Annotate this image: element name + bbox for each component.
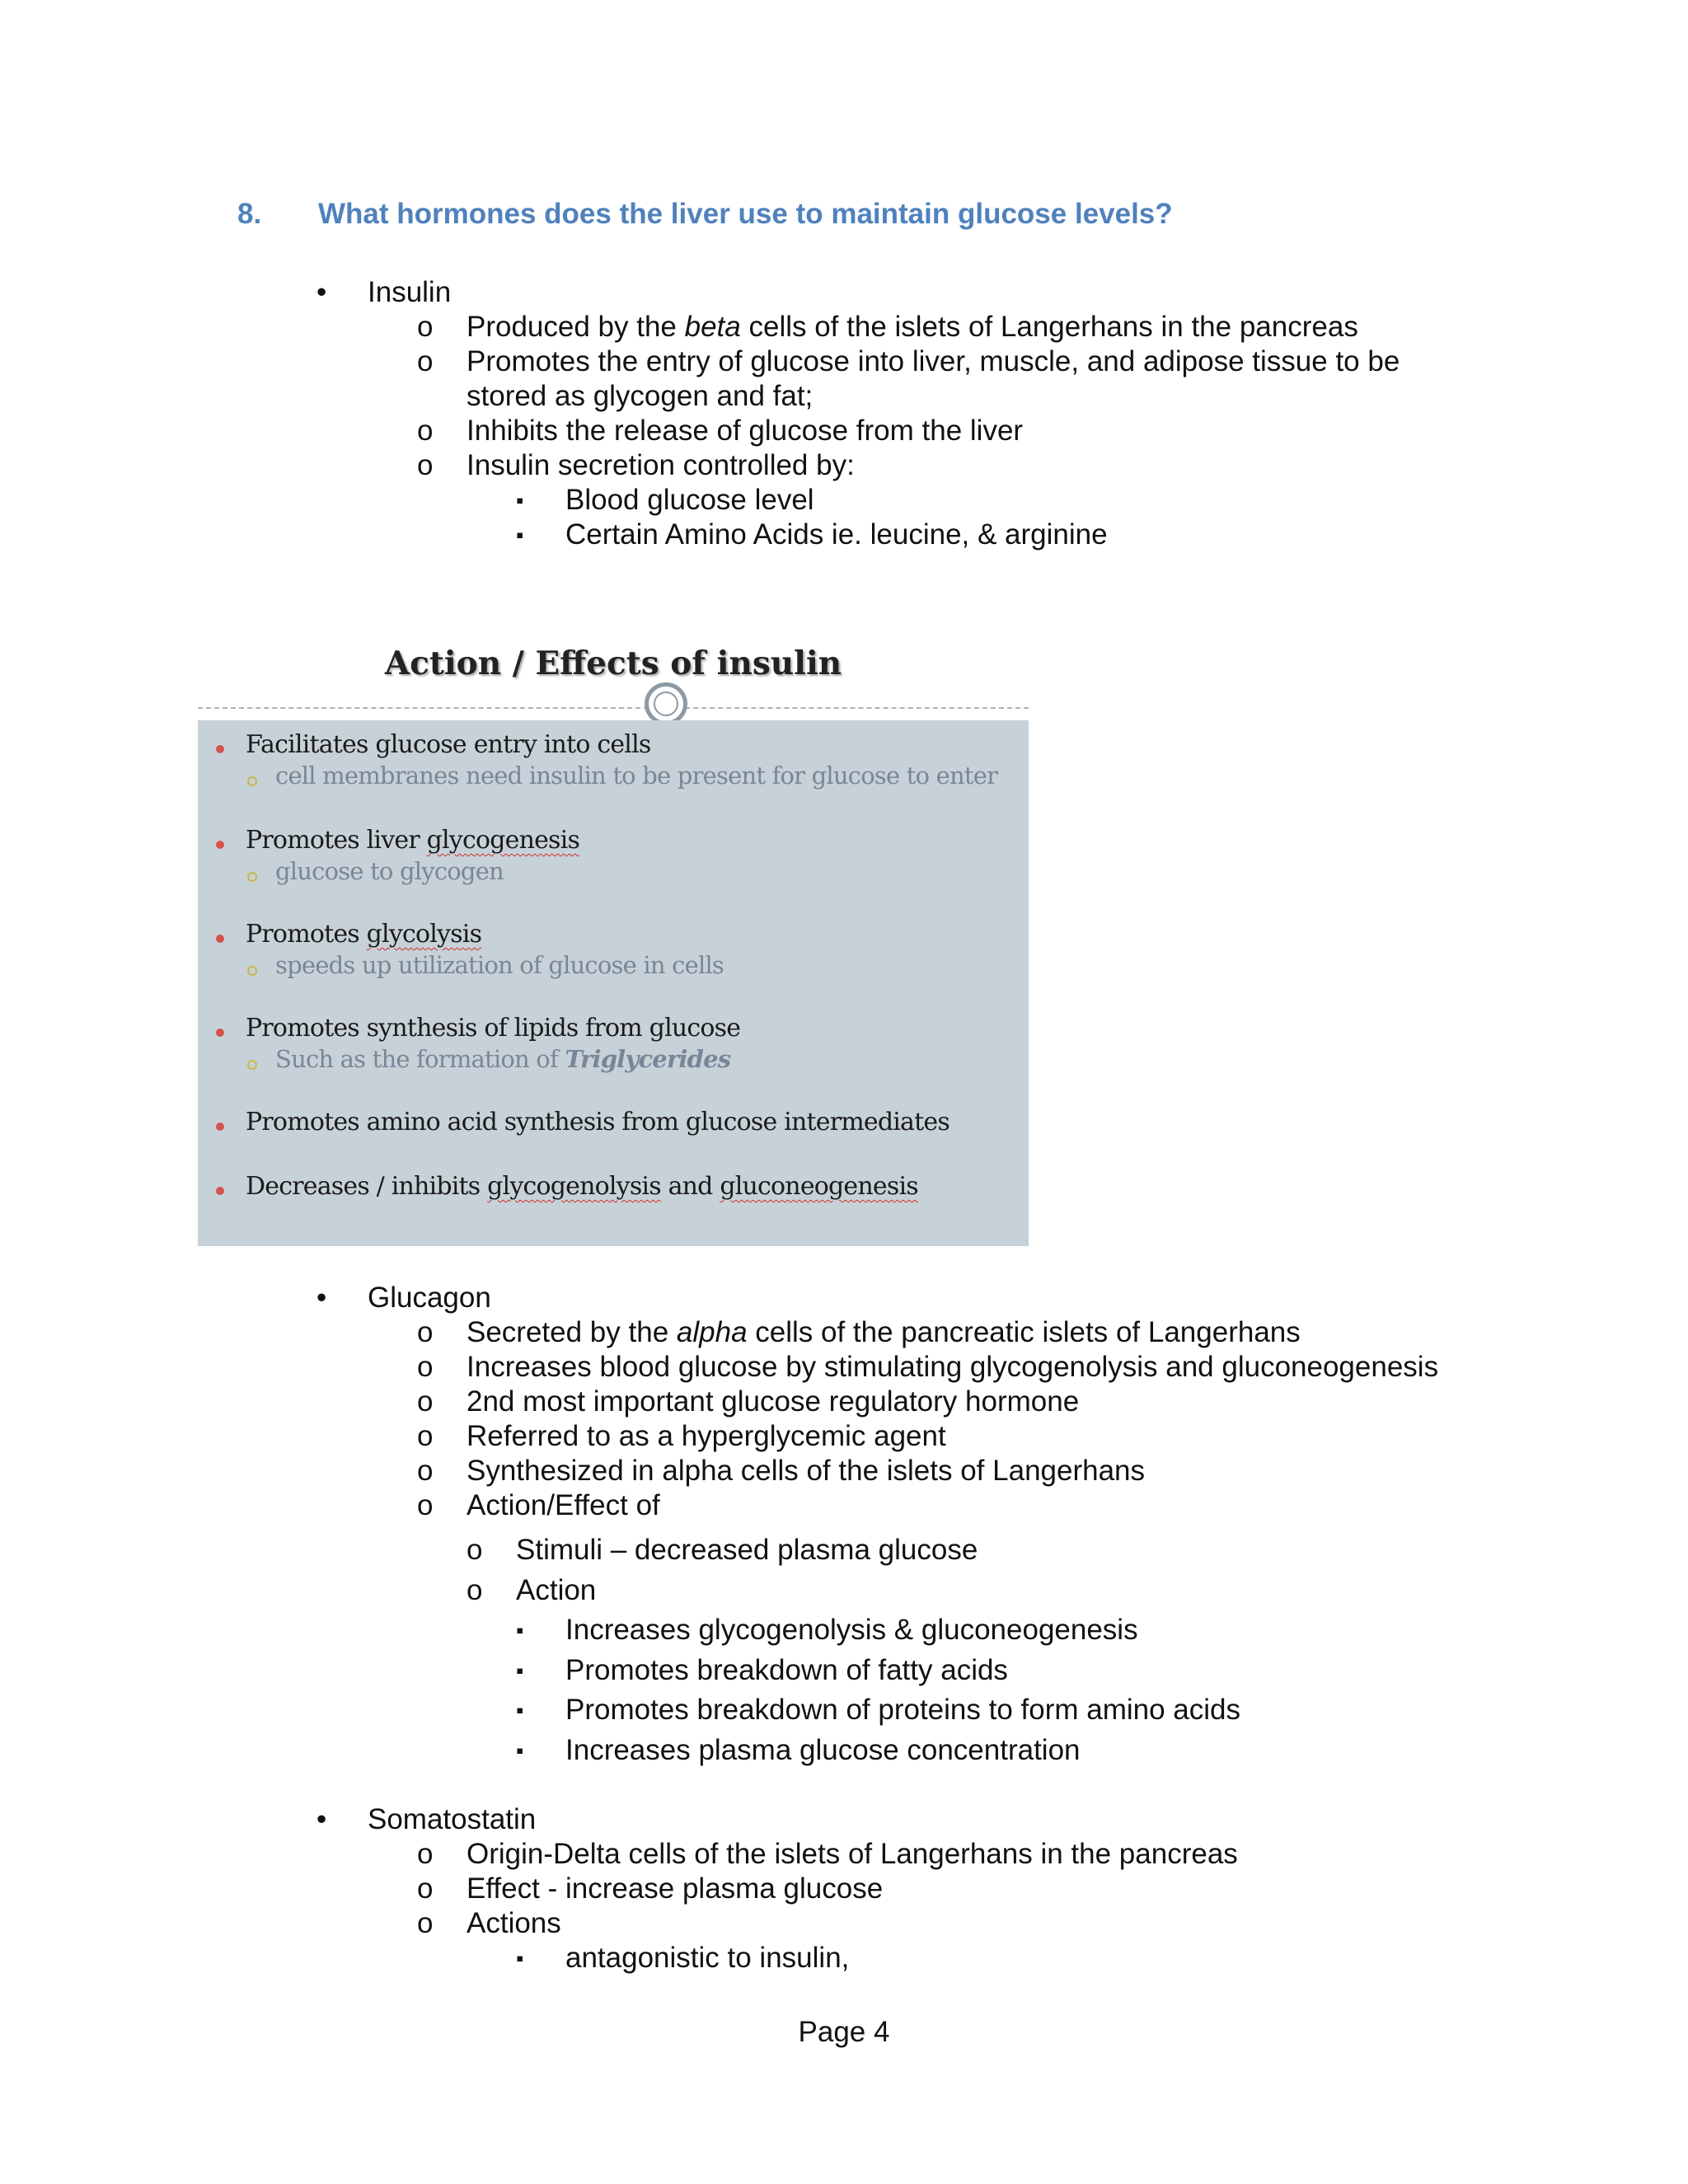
somatostatin-sub-1: antagonistic to insulin, <box>565 1942 850 1974</box>
slide-divider <box>198 707 1029 709</box>
bullet-square: ▪ <box>516 1618 524 1643</box>
slide-title: Action / Effects of insulin <box>384 644 842 682</box>
insulin-sub-1: Blood glucose level <box>565 484 814 516</box>
bullet-circle: o <box>417 345 434 377</box>
slide-item-4-sub: Such as the formation of Triglycerides <box>275 1045 731 1073</box>
insulin-point-2-line-1: Promotes the entry of glucose into liver, muscle, and adipose tissue to be <box>467 345 1400 377</box>
insulin-point-1: Produced by the beta cells of the islets of Langerhans in the pancreas <box>467 311 1358 343</box>
glucagon-point-2: Increases blood glucose by stimulating glycogenolysis and gluconeogenesis <box>467 1351 1439 1383</box>
somatostatin-point-3: Actions <box>467 1907 561 1939</box>
bullet-square: ▪ <box>516 1698 524 1722</box>
bullet-square: ▪ <box>516 1946 524 1971</box>
glucagon-point-5: Synthesized in alpha cells of the islets of Langerhans <box>467 1455 1146 1487</box>
somatostatin-point-2: Effect - increase plasma glucose <box>467 1872 884 1905</box>
glucagon-point-1: Secreted by the alpha cells of the pancreatic islets of Langerhans <box>467 1316 1301 1348</box>
bullet-circle: o <box>417 311 434 343</box>
somatostatin-point-1: Origin-Delta cells of the islets of Langerhans in the pancreas <box>467 1838 1238 1870</box>
slide-bullet <box>216 745 224 753</box>
slide-sub-bullet <box>247 1060 257 1070</box>
bullet-square: ▪ <box>516 1658 524 1683</box>
glucagon-point-6: Action/Effect of <box>467 1489 660 1521</box>
slide-item-5: Promotes amino acid synthesis from glucose intermediates <box>246 1108 950 1137</box>
bullet-square: ▪ <box>516 1738 524 1763</box>
slide-bullet <box>216 1122 224 1131</box>
bullet-circle: o <box>467 1534 483 1566</box>
slide-sub-bullet <box>247 776 257 786</box>
insulin-point-3: Inhibits the release of glucose from the liver <box>467 415 1024 447</box>
bullet-circle: o <box>417 1316 434 1348</box>
glucagon-action: Action <box>516 1574 597 1606</box>
insulin-sub-2: Certain Amino Acids ie. leucine, & arginine <box>565 518 1108 551</box>
bullet-circle: o <box>417 1455 434 1487</box>
bullet-circle: o <box>417 449 434 481</box>
question-text: What hormones does the liver use to maintain glucose levels? <box>318 198 1173 230</box>
insulin-heading: Insulin <box>368 276 452 308</box>
bullet-disc: • <box>316 1803 327 1835</box>
slide-bullet <box>216 841 224 849</box>
slide-item-1-sub: cell membranes need insulin to be present for glucose to enter <box>275 762 998 790</box>
insulin-slide-image <box>198 635 1029 1246</box>
bullet-square: ▪ <box>516 488 524 513</box>
slide-item-3-sub: speeds up utilization of glucose in cells <box>275 951 724 979</box>
slide-bullet <box>216 1187 224 1195</box>
slide-bullet <box>216 1029 224 1037</box>
bullet-square: ▪ <box>516 523 524 547</box>
somatostatin-heading: Somatostatin <box>368 1803 537 1835</box>
bullet-circle: o <box>417 1489 434 1521</box>
slide-item-4: Promotes synthesis of lipids from glucose <box>246 1014 741 1043</box>
slide-circle-ornament <box>645 682 687 725</box>
slide-item-1: Facilitates glucose entry into cells <box>246 730 651 759</box>
slide-item-2: Promotes liver glycogenesis <box>246 826 580 855</box>
bullet-circle: o <box>417 1385 434 1418</box>
bullet-circle: o <box>417 1872 434 1905</box>
slide-item-6: Decreases / inhibits glycogenolysis and gluconeogenesis <box>246 1172 918 1201</box>
glucagon-action-3: Promotes breakdown of proteins to form amino acids <box>565 1694 1240 1726</box>
slide-item-2-sub: glucose to glycogen <box>275 857 504 885</box>
bullet-disc: • <box>316 1282 327 1314</box>
glucagon-action-2: Promotes breakdown of fatty acids <box>565 1654 1008 1686</box>
page-number: Page 4 <box>798 2016 890 2048</box>
bullet-circle: o <box>417 415 434 447</box>
slide-sub-bullet <box>247 872 257 882</box>
bullet-circle: o <box>417 1838 434 1870</box>
glucagon-point-4: Referred to as a hyperglycemic agent <box>467 1420 946 1452</box>
slide-sub-bullet <box>247 966 257 976</box>
glucagon-action-4: Increases plasma glucose concentration <box>565 1734 1081 1766</box>
insulin-point-4: Insulin secretion controlled by: <box>467 449 855 481</box>
slide-panel <box>198 720 1029 1246</box>
question-number: 8. <box>237 198 262 230</box>
insulin-point-2-line-2: stored as glycogen and fat; <box>467 380 814 412</box>
slide-item-3: Promotes glycolysis <box>246 920 482 949</box>
glucagon-point-3: 2nd most important glucose regulatory hormone <box>467 1385 1080 1418</box>
bullet-circle: o <box>417 1351 434 1383</box>
bullet-circle: o <box>417 1420 434 1452</box>
bullet-circle: o <box>417 1907 434 1939</box>
slide-bullet <box>216 935 224 943</box>
glucagon-action-1: Increases glycogenolysis & gluconeogenesis <box>565 1614 1138 1646</box>
glucagon-stimuli: Stimuli – decreased plasma glucose <box>516 1534 978 1566</box>
bullet-disc: • <box>316 276 327 308</box>
glucagon-heading: Glucagon <box>368 1282 491 1314</box>
bullet-circle: o <box>467 1574 483 1606</box>
